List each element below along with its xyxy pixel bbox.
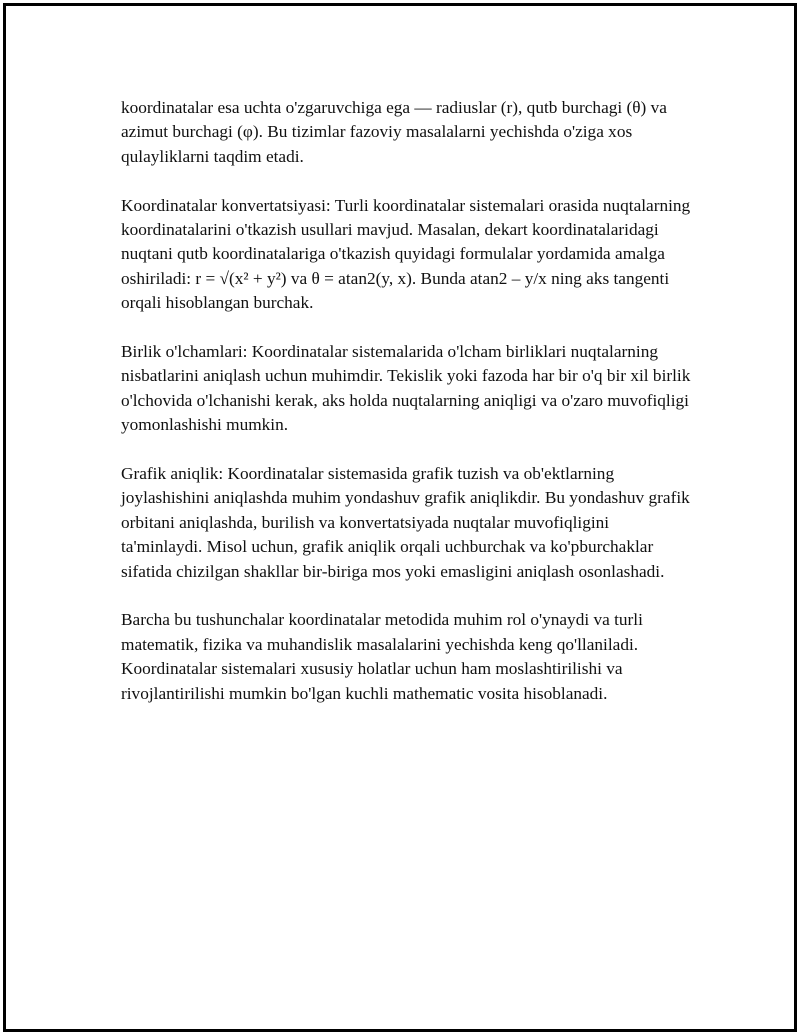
paragraph-conclusion: Barcha bu tushunchalar koordinatalar metodida muhim rol o'ynaydi va turli matematik, fizika va muhandislik masalalarini yechishda keng qo'llaniladi. Koordinatalar sistemalari xususiy holatlar uchun ham moslashtirilishi va rivojlantirilishi mumkin bo'lgan kuchli mathematic vosita hisoblanadi. — [121, 610, 643, 703]
paragraph-graphic-accuracy: Grafik aniqlik: Koordinatalar sistemasida grafik tuzish va ob'ektlarning joylashishini aniqlashda muhim yondashuv grafik aniqlikdir. Bu yondashuv grafik orbitani aniqlashda, burilish va konvertatsiyada nuqtalar muvofiqligini ta'minlaydi. Misol uchun, grafik aniqlik orqali uchburchak va ko'pburchaklar sifatida chizilgan shakllar bir-biriga mos yoki emasligini aniqlash osonlashadi. — [121, 464, 690, 581]
paragraph-unit-measurements: Birlik o'lchamlari: Koordinatalar sistemalarida o'lcham birliklari nuqtalarning nisbatlarini aniqlash uchun muhimdir. Tekislik yoki fazoda har bir o'q bir xil birlik o'lchovida o'lchanishi kerak, aks holda nuqtalarning aniqligi va o'zaro muvofiqligi yomonlashishi mumkin. — [121, 342, 691, 435]
paragraph-coordinate-conversion: Koordinatalar konvertatsiyasi: Turli koordinatalar sistemalari orasida nuqtalarning koordinatalarini o'tkazish usullari mavjud. Masalan, dekart koordinatalaridagi nuqtani qutb koordinatalariga o'tkazish quyidagi formulalar yordamida amalga oshiriladi: r = √(x² + y²) va θ = atan2(y, x). Bunda atan2 – y/x ning aks tangenti orqali hisoblangan burchak. — [121, 195, 691, 313]
document-body — [121, 96, 691, 730]
page-frame — [3, 3, 797, 1032]
paragraph-spherical-coordinates: koordinatalar esa uchta o'zgaruvchiga ega — radiuslar (r), qutb burchagi (θ) va azimut burchagi (φ). Bu tizimlar fazoviy masalalarni yechishda o'ziga xos qulayliklarni taqdim etadi. — [121, 98, 667, 166]
